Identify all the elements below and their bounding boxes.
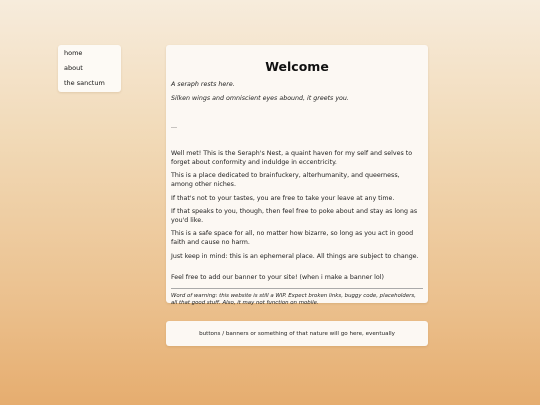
main-content-panel	[166, 45, 428, 306]
body-paragraph-welcome: Well met! This is the Seraph's Nest, a quaint haven for my self and selves to forget about conformity and induldge in eccentricity.	[171, 150, 413, 166]
footer-banner-panel	[166, 321, 428, 346]
body-paragraph-ephemeral: Just keep in mind: this is an ephemeral place. All things are subject to change.	[171, 252, 419, 260]
ellipsis-text: ...	[171, 123, 178, 131]
intro-line-2: Silken wings and omniscient eyes abound, it greets you.	[171, 94, 349, 102]
nav-link-about[interactable]: about	[64, 64, 83, 72]
banner-note: Feel free to add our banner to your site! (when i make a banner lol)	[171, 273, 384, 281]
footer-text: buttons / banners or something of that nature will go here, eventually	[199, 330, 395, 337]
body-paragraph-stay: If that speaks to you, though, then feel free to poke about and stay as long as you'd like.	[171, 208, 418, 224]
page-title: Welcome	[265, 59, 329, 74]
body-paragraph-safe-space: This is a safe space for all, no matter how bizarre, so long as you act in good faith and cause no harm.	[171, 230, 414, 246]
wip-warning: Word of warning: this website is still a WIP. Expect broken links, buggy code, placeholders, all that good stuff. Also, it may not function on mobile.	[171, 292, 416, 306]
divider	[171, 288, 423, 289]
intro-line-1: A seraph rests here.	[171, 81, 235, 88]
body-paragraph-dedication: This is a place dedicated to brainfuckery, alterhumanity, and queerness, among other niches.	[171, 172, 400, 188]
sidebar-nav	[58, 45, 121, 92]
nav-link-the-sanctum[interactable]: the sanctum	[64, 79, 105, 87]
body-paragraph-leave: If that's not to your tastes, you are free to take your leave at any time.	[171, 194, 395, 202]
nav-link-home[interactable]: home	[64, 49, 83, 57]
